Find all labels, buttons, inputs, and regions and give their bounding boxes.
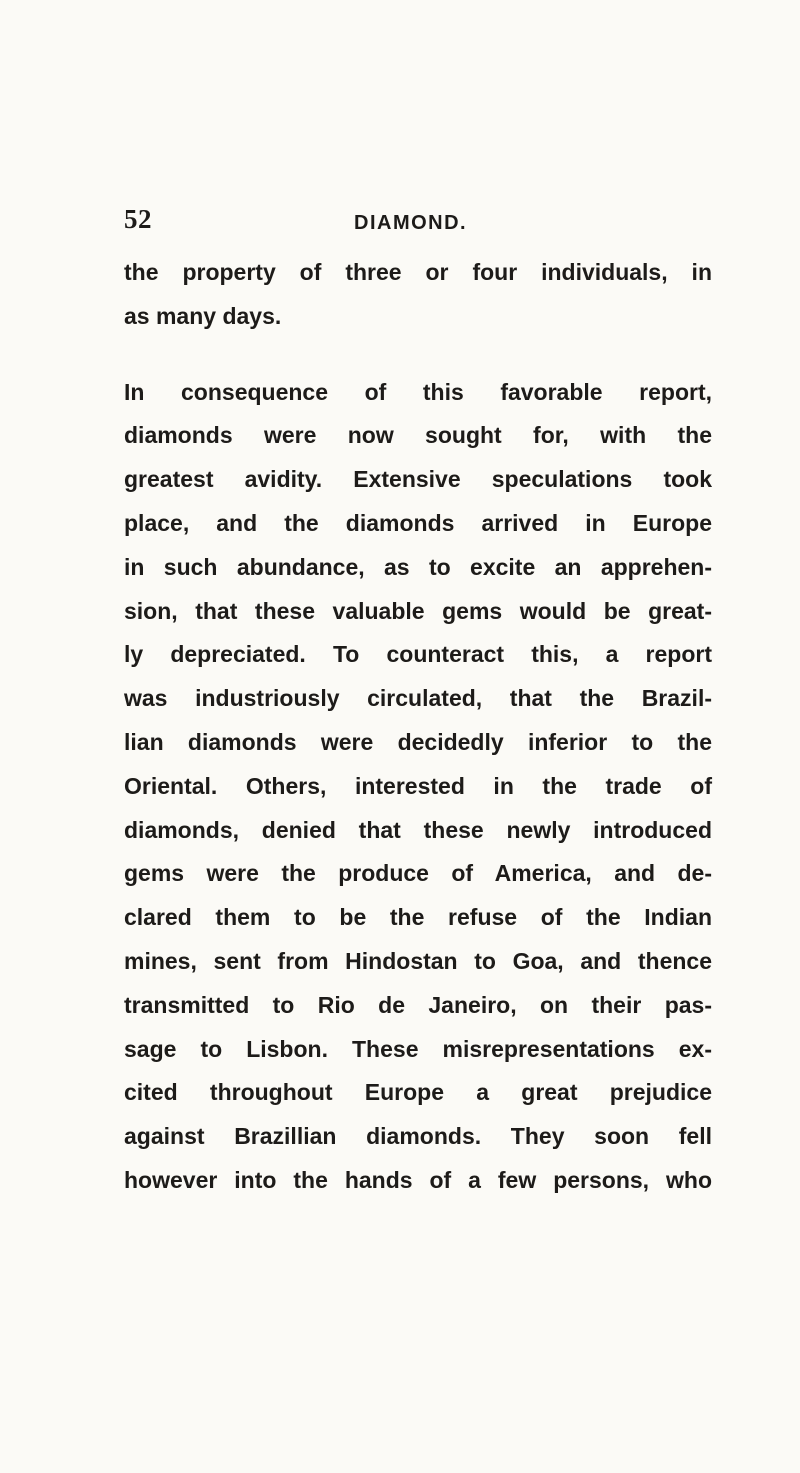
text-line: against Brazillian diamonds. They soon fell — [124, 1123, 712, 1150]
text-line: diamonds were now sought for, with the — [124, 422, 712, 449]
text-line: the property of three or four individuals, in — [124, 259, 712, 285]
paragraph-1 — [124, 251, 712, 339]
text-line: place, and the diamonds arrived in Europe — [124, 509, 712, 536]
running-title: DIAMOND. — [354, 212, 468, 234]
text-line: Oriental. Others, interested in the trade of — [124, 772, 712, 799]
text-line: mines, sent from Hindostan to Goa, and thence — [124, 947, 712, 974]
text-line: sage to Lisbon. These misrepresentations ex- — [124, 1035, 712, 1062]
text-line: as many days. — [124, 302, 282, 329]
text-line: cited throughout Europe a great prejudice — [124, 1079, 712, 1106]
text-line: sion, that these valuable gems would be great- — [124, 597, 712, 624]
page-number: 52 — [124, 204, 152, 234]
text-line: however into the hands of a few persons, who — [124, 1166, 712, 1193]
text-line: clared them to be the refuse of the Indian — [124, 904, 712, 931]
text-line: In consequence of this favorable report, — [124, 378, 712, 405]
text-line: transmitted to Rio de Janeiro, on their pas- — [124, 991, 712, 1018]
body-text — [124, 251, 712, 1203]
text-line: diamonds, denied that these newly introduced — [124, 816, 712, 843]
text-line: in such abundance, as to excite an apprehen- — [124, 553, 712, 580]
paragraph-2 — [124, 371, 712, 1203]
running-head — [124, 204, 724, 244]
text-line: greatest avidity. Extensive speculations took — [124, 466, 712, 493]
text-line: gems were the produce of America, and de- — [124, 860, 712, 887]
text-line: was industriously circulated, that the Brazil- — [124, 685, 712, 712]
paragraph-gap — [124, 339, 712, 371]
text-line: ly depreciated. To counteract this, a report — [124, 641, 712, 668]
text-line: lian diamonds were decidedly inferior to the — [124, 728, 712, 755]
